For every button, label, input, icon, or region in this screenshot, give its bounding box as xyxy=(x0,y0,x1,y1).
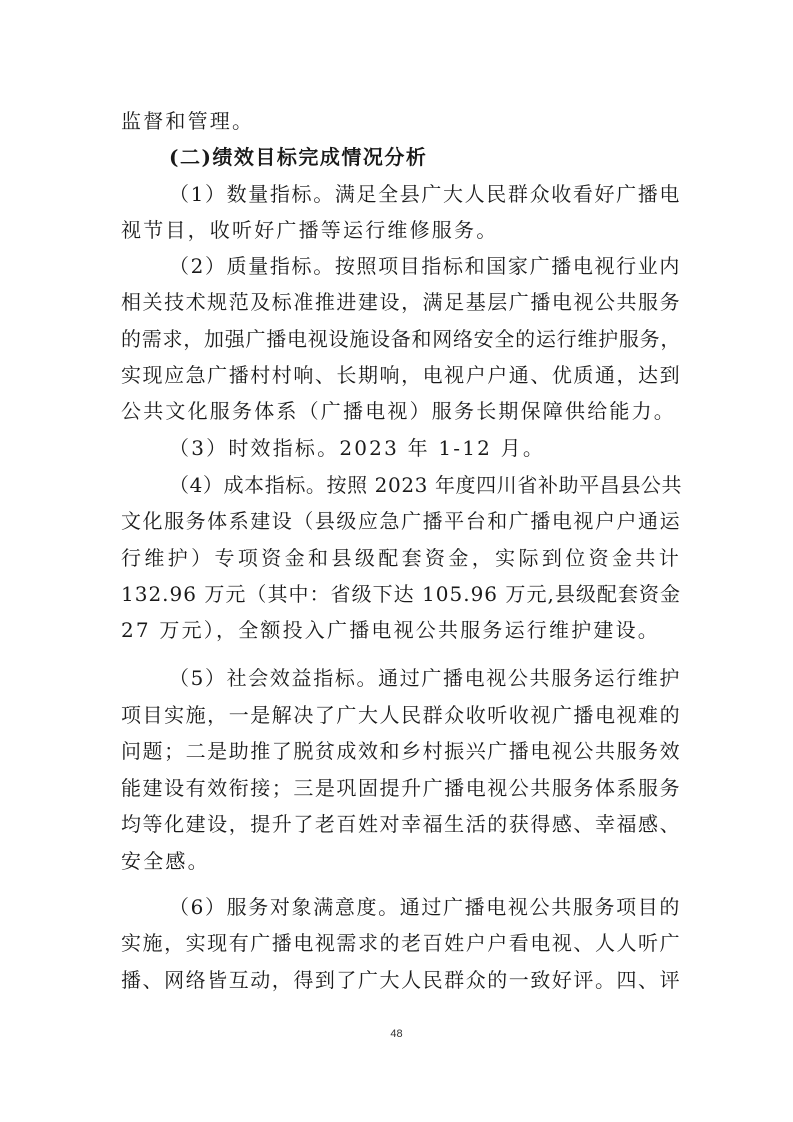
paragraph-line: （3）时效指标。2023 年 1-12 月。 xyxy=(169,436,546,460)
paragraph-line: 项目实施，一是解决了广大人民群众收听收视广播电视难的 xyxy=(121,703,681,727)
paragraph-line: 问题；二是助推了脱贫成效和乡村振兴广播电视公共服务效 xyxy=(121,739,681,763)
paragraph-line: 27 万元），全额投入广播电视公共服务运行维护建设。 xyxy=(121,618,661,642)
section-heading: (二)绩效目标完成情况分析 xyxy=(169,145,428,169)
paragraph-line: 实现应急广播村村响、长期响，电视户户通、优质通，达到 xyxy=(121,363,681,387)
paragraph-line: 视节目，收听好广播等运行维修服务。 xyxy=(121,218,499,242)
paragraph-line: 行维护）专项资金和县级配套资金，实际到位资金共计 xyxy=(121,546,681,570)
paragraph-line: 播、网络皆互动，得到了广大人民群众的一致好评。四、评 xyxy=(121,968,681,992)
paragraph-line: 均等化建设，提升了老百姓对幸福生活的获得感、幸福感、 xyxy=(121,812,681,836)
paragraph-line: （2）质量指标。按照项目指标和国家广播电视行业内 xyxy=(169,254,681,278)
paragraph-line: （5）社会效益指标。通过广播电视公共服务运行维护 xyxy=(169,666,681,690)
paragraph-line: （6）服务对象满意度。通过广播电视公共服务项目的 xyxy=(169,895,681,919)
paragraph-line: 的需求，加强广播电视设施设备和网络安全的运行维护服务， xyxy=(121,327,681,351)
paragraph-line: 实施，实现有广播电视需求的老百姓户户看电视、人人听广 xyxy=(121,931,681,955)
paragraph-line: （1）数量指标。满足全县广大人民群众收看好广播电 xyxy=(169,182,681,206)
paragraph-line: 文化服务体系建设（县级应急广播平台和广播电视户户通运 xyxy=(121,509,681,533)
paragraph-line: 监督和管理。 xyxy=(121,109,255,133)
paragraph-line: 安全感。 xyxy=(121,849,210,873)
paragraph-line: 公共文化服务体系（广播电视）服务长期保障供给能力。 xyxy=(121,399,676,423)
paragraph-line: 相关技术规范及标准推进建设，满足基层广播电视公共服务 xyxy=(121,290,681,314)
paragraph-line: 能建设有效衔接；三是巩固提升广播电视公共服务体系服务 xyxy=(121,776,681,800)
paragraph-line: 132.96 万元（其中：省级下达 105.96 万元,县级配套资金 xyxy=(121,582,681,606)
page-number: 48 xyxy=(390,1028,403,1040)
paragraph-line: （4）成本指标。按照 2023 年度四川省补助平昌县公共 xyxy=(169,473,683,497)
